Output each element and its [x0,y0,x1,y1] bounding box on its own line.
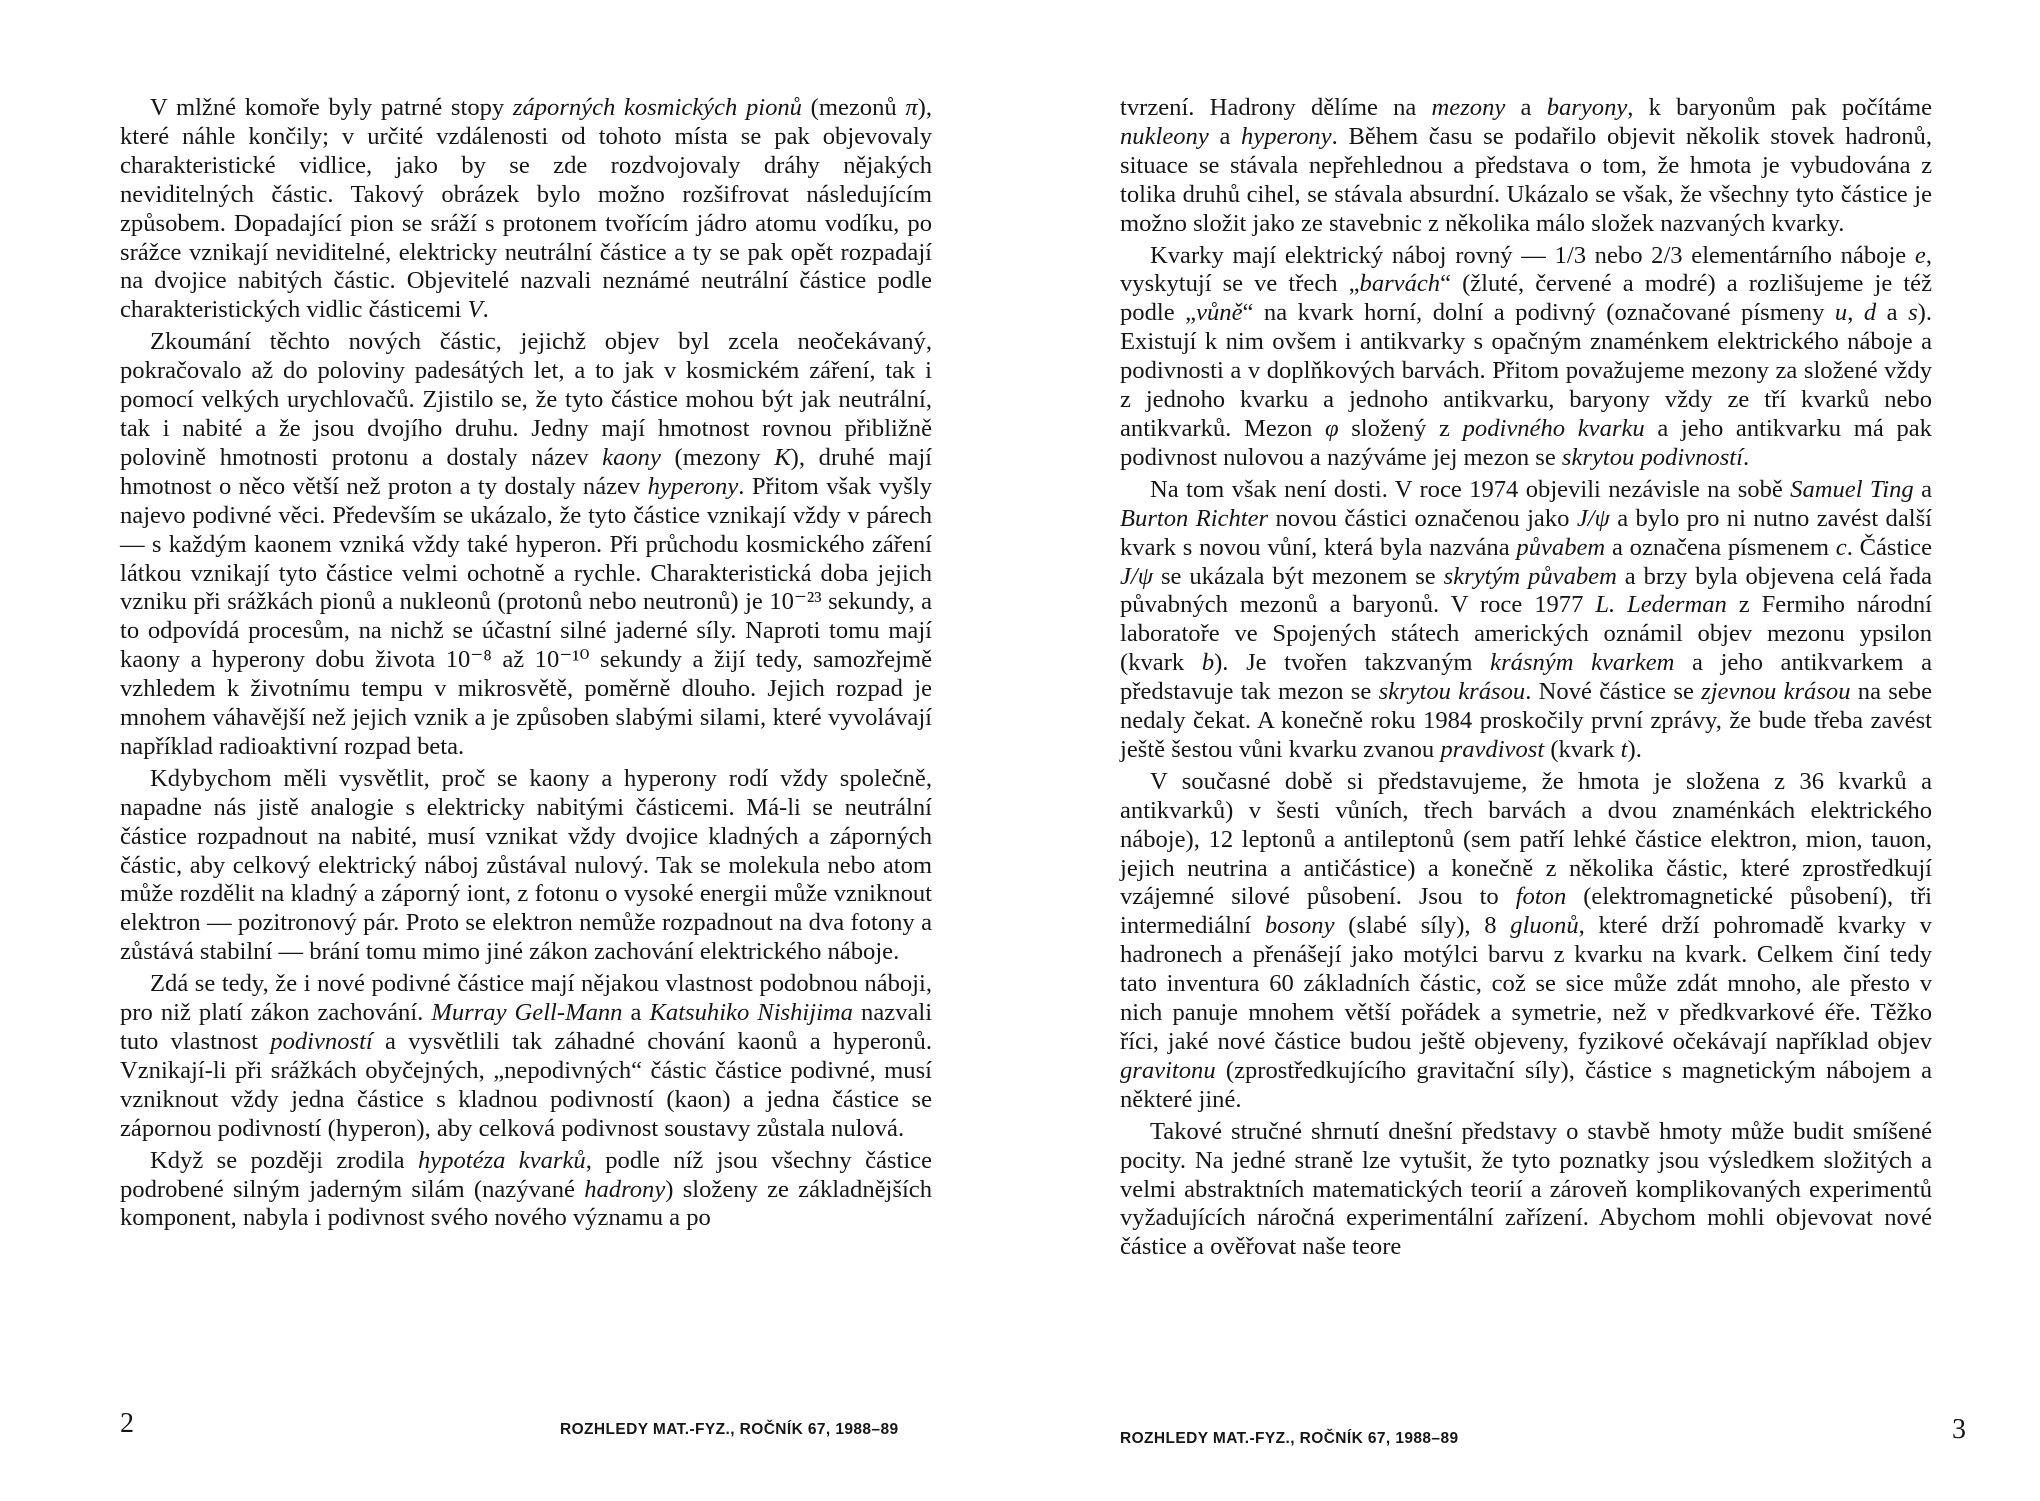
italic-term: skrytým půvabem [1443,562,1617,590]
italic-term: Katsuhiko Nishijima [649,999,853,1027]
paragraph [120,328,932,762]
italic-term: podivného kvarku [1462,414,1645,442]
text-run: Když se později zrodila [150,1146,418,1174]
text-run: . Přitom však vyšly najevo podivné věci. Především se ukázalo, že tyto částice vznikají vždy v párech — s každým kaonem vzniká vždy také hyperon. Při průchodu kosmického záření látkou vznikají tyto částice velmi ochotně a rychle. Charakteristická doba jejich vzniku při srážkách pionů a nukleonů (protonů nebo neutronů) je 10⁻²³ sekundy, a to odpovídá procesům, na nichž se účastní silné jaderné síly. Naproti tomu mají kaony a hyperony dobu života 10⁻⁸ až 10⁻¹⁰ sekundy a žijí tedy, samozřejmě vzhledem k životnímu tempu v mikrosvětě, poměrně dlouho. Jejich rozpad je mnohem váhavější než jejich vznik a je způsoben slabými silami, které vyvolávají například radioaktivní rozpad beta. [120,472,932,760]
text-run: . Částice [1846,533,1932,561]
italic-term: gravitonu [1120,1056,1216,1084]
italic-term: zjevnou krásou [1701,678,1851,706]
text-run: Zdá se tedy, že i nové podivné částice mají nějakou vlastnost podobnou náboji, pro niž platí zákon zachování. [120,970,932,1027]
italic-term: π [905,94,918,121]
italic-term: c [1835,533,1847,561]
text-run: “ na kvark horní, dolní a podivný (označované písmeny [1242,299,1835,327]
left-running-head: ROZHLEDY MAT.-FYZ., ROČNÍK 67, 1988–89 [560,1421,899,1438]
text-run: Takové stručné shrnutí dnešní představy o stavbě hmoty může budit smíšené pocity. Na jedné straně lze vytušit, že tyto poznatky jsou výsledkem složitých a velmi abstraktních matematických teorií a zároveň komplikovaných experimentů vyžadujících náročná experimentální zařízení. Abychom mohli objevovat nové částice a ověřovat naše teore [1120,1117,1932,1261]
text-run: ) složeny ze základnějších komponent, nabyla i podivnost svého nového významu a po [120,1175,932,1232]
paragraph [120,94,932,325]
text-run: . Během času se podařilo objevit několik stovek hadronů, situace se stávala nepřehlednou a představa o tom, že hmota je vybudována z tolika druhů cihel, se stávala absurdní. Ukázalo se však, že všechny tyto částice je možno složit jako ze stavebnic z několika málo složek nazvaných kvarky. [1120,122,1932,237]
italic-term: vůně [1196,299,1243,327]
text-run: , k baryonům pak počítáme [1627,94,1933,121]
text-run: a [1208,122,1242,150]
text-run: a vysvětlili tak záhadné chování kaonů a hyperonů. Vznikají-li při srážkách obyčejných, „nepodivných“ částic částice podivné, musí vzniknout vždy jedna částice s kladnou podivností (kaon) a jedna částice se zápornou podivností (hyperon), aby celková podivnost soustavy zůstala nulová. [120,1028,932,1142]
left-page-text [120,94,932,1236]
italic-term: podivností [270,1028,373,1055]
italic-term: s [1908,299,1918,327]
text-run: . [482,296,489,324]
text-run: , [1847,299,1864,327]
right-page [1020,0,2040,1501]
text-run: , vyskytují se ve třech „ [1120,241,1932,298]
text-run: na sebe nedaly čekat. A konečně roku 1984 proskočily první zprávy, že bude třeba zavést ještě šestou vůni kvarku zvanou [1120,678,1932,763]
italic-term: skrytou krásou [1378,678,1526,706]
text-run: Zkoumání těchto nových částic, jejichž objev byl zcela neočekávaný, pokračovalo až do poloviny padesátých let, a to jak v kosmickém záření, tak i pomocí velkých urychlovačů. Zjistilo se, že tyto částice mohou být jak neutrální, tak i nabité a že jsou dvojího druhu. Jedny mají hmotnost rovnou přibližně polovině hmotnosti protonu a dostaly název [120,328,932,471]
italic-term: e [1914,241,1926,269]
text-run: , podle níž jsou všechny částice podrobené silným jaderným silám (nazývané [120,1146,932,1203]
text-run: složený z [1338,414,1463,442]
paragraph [1120,1118,1932,1263]
italic-term: gluonů [1510,912,1579,940]
italic-term: Murray Gell-Mann [431,999,623,1027]
text-run: a [1505,94,1547,121]
left-page-number: 2 [120,1408,134,1439]
text-run: (mezonů [801,94,906,121]
right-page-number: 3 [1952,1414,1966,1445]
text-run: tvrzení. Hadrony dělíme na [1120,94,1432,121]
italic-term: skrytou podivností [1561,443,1743,471]
italic-term: nukleony [1120,122,1209,150]
text-run: z Fermiho národní laboratoře ve Spojených státech amerických oznámil objev mezonu ypsilon (kvark [1120,591,1932,677]
italic-term: bosony [1264,912,1335,940]
italic-term: d [1863,299,1877,327]
text-run: a [622,999,650,1027]
text-run: a jeho antikvarku má pak podivnost nulovou a nazýváme jej mezon se [1120,414,1932,471]
text-run: (elektromagnetické působení), tři intermediální [1120,883,1933,940]
paragraph [120,1147,932,1234]
text-run: Na tom však není dosti. V roce 1974 objevili nezávisle na sobě [1150,475,1791,503]
italic-term: kaony [602,443,661,471]
italic-term: J/ψ [1576,504,1610,532]
text-run: ). Je tvořen takzvaným [1214,649,1491,677]
paragraph [1120,242,1932,473]
text-run: ). [1627,735,1642,763]
italic-term: krásným kvarkem [1490,649,1675,677]
text-run: “ (žluté, červené a modré) a rozlišujeme je též podle „ [1120,270,1932,327]
right-page-text [1120,94,1932,1265]
italic-term: u [1834,299,1848,327]
italic-term: hyperony [1241,122,1332,150]
italic-term: hadrony [584,1175,666,1203]
text-run: (slabé síly), 8 [1334,912,1511,940]
italic-term: J/ψ [1120,562,1154,590]
italic-term: Samuel Ting [1790,475,1914,503]
text-run: nazvali tuto vlastnost [120,999,933,1055]
paragraph [1120,768,1932,1115]
text-run: Kdybychom měli vysvětlit, proč se kaony a hyperony rodí vždy společně, napadne nás jistě analogie s elektricky nabitými částicemi. Má-li se neutrální částice rozpadnout na nabité, musí vznikat vždy dvojice kladných a záporných částic, aby celkový elektrický náboj zůstával nulový. Tak se molekula nebo atom může rozdělit na kladný a záporný iont, z fotonu o vysoké energii může vzniknout elektron — pozitronový pár. Proto se elektron nemůže rozpadnout na dva fotony a zůstává stabilní — brání tomu mimo jiné zákon zachování elektrického náboje. [120,764,932,966]
right-running-head: ROZHLEDY MAT.-FYZ., ROČNÍK 67, 1988–89 [1120,1430,1459,1447]
text-run: a [1876,299,1909,327]
text-run: novou částici označenou jako [1268,504,1577,532]
italic-term: V [467,296,483,324]
text-run: ). Existují k nim ovšem i antikvarky s opačným znaménkem elektrického náboje a podivnosti a v doplňkových barvách. Přitom považujeme mezony za složené vždy z jednoho kvarku a jednoho antikvarku, baryony vždy ze tří kvarků nebo antikvarků. Mezon [1120,299,1932,442]
italic-term: b [1201,649,1215,677]
italic-term: mezony [1431,94,1506,121]
paragraph [120,765,932,967]
text-run: ), druhé mají hmotnost o něco větší než proton a ty dostaly název [120,443,933,500]
text-run: a [1913,475,1932,503]
italic-term: pravdivost [1440,735,1545,763]
text-run: (mezony [660,443,775,471]
text-run: a brzy byla objevena celá řada půvabných mezonů a baryonů. V roce 1977 [1120,562,1932,619]
paragraph [1120,94,1932,239]
text-run: . Nové částice se [1525,678,1702,706]
text-run: ), které náhle končily; v určité vzdálenosti od tohoto místa se pak objevovaly charakteristické vidlice, jako by se zde rozdvojovaly dráhy nějakých neviditelných částic. Takový obrázek bylo možno rozšifrovat následujícím způsobem. Dopadající pion se sráží s protonem tvořícím jádro atomu vodíku, po srážce vznikají neviditelné, elektricky neutrální částice a ty se pak opět rozpadají na dvojice nabitých částic. Objevitelé nazvali neznámé neutrální částice podle charakteristických vidlic částicemi [120,94,932,324]
italic-term: hyperony [647,472,739,500]
italic-term: barvách [1359,270,1441,298]
text-run: a bylo pro ni nutno zavést další kvark s novou vůní, která byla nazvána [1120,504,1932,561]
italic-term: foton [1515,883,1567,911]
text-run: V mlžné komoře byly patrné stopy [150,94,513,121]
italic-term: K [774,443,791,471]
text-run: (zprostředkujícího gravitační síly), částice s magnetickým nábojem a některé jiné. [1120,1056,1932,1113]
italic-term: t [1620,735,1628,763]
text-run: V současné době si představujeme, že hmota je složena z 36 kvarků a antikvarků) v šesti vůních, třech barvách a dvou znaménkách elektrického náboje), 12 leptonů a antileptonů (sem patří lehké částice elektron, mion, tauon, jejich neutrina a antičástice) a konečně z několika částic, které zprostředkují vzájemné silové působení. Jsou to [1120,767,1932,911]
italic-term: baryony [1546,94,1628,121]
paragraph [1120,476,1932,765]
paragraph [120,970,932,1143]
italic-term: L. Lederman [1595,591,1727,619]
text-run: (kvark [1544,735,1621,763]
italic-term: hypotéza kvarků [417,1146,586,1174]
text-run: a jeho antikvarkem a představuje tak mezon se [1120,649,1932,706]
text-run: se ukázala být mezonem se [1153,562,1444,590]
italic-term: Burton Richter [1120,504,1269,532]
text-run: Kvarky mají elektrický náboj rovný — 1/3 nebo 2/3 elementárního náboje [1150,241,1915,269]
italic-term: půvabem [1516,533,1606,561]
text-run: , které drží pohromadě kvarky v hadronech a přenášejí jako motýlci barvu z kvarku na kvark. Celkem činí tedy tato inventura 60 základních částic, což se sice může zdát mnoho, ale přesto v nich panuje mnohem větší pořádek a symetrie, než v předkvarkové éře. Těžko říci, jaké nové částice budou ještě objeveny, fyzikové očekávají například objev [1120,912,1932,1055]
text-run: . [1742,443,1750,471]
italic-term: záporných kosmických pionů [512,94,802,121]
text-run: a označena písmenem [1605,533,1836,561]
italic-term: φ [1324,414,1339,442]
